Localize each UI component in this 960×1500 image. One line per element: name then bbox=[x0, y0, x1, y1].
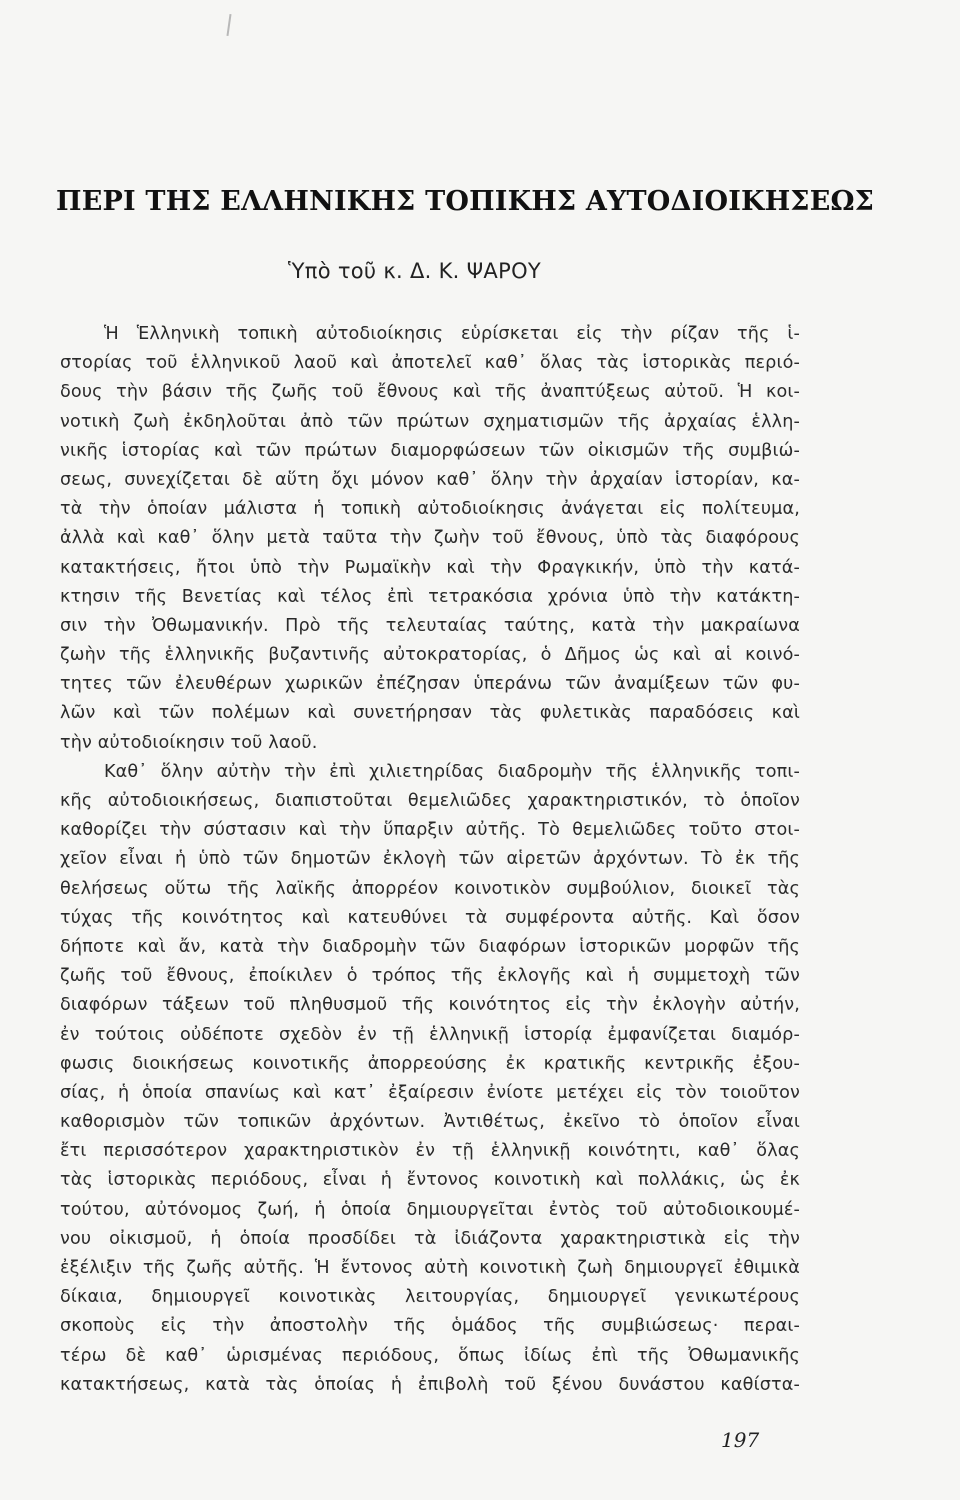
text-line: ζωῆς τοῦ ἔθνους, ἐποίκιλεν ὁ τρόπος τῆς ἐκλογῆς καὶ ἡ συμμετοχὴ τῶν bbox=[60, 966, 800, 987]
text-line: καθορίζει τὴν σύστασιν καὶ τὴν ὕπαρξιν αὐτῆς. Τὸ θεμελιῶδες τοῦτο στοι- bbox=[60, 820, 800, 841]
text-line: ἔτι περισσότερον χαρακτηριστικὸν ἐν τῇ ἑλληνικῇ κοινότητι, καθ᾽ ὅλας bbox=[60, 1141, 800, 1162]
text-line: ἐξέλιξιν τῆς ζωῆς αὐτῆς. Ἡ ἔντονος αὐτὴ κοινοτικὴ ζωὴ δημιουργεῖ ἐθιμικὰ bbox=[60, 1258, 800, 1278]
text-line: θελήσεως οὕτω τῆς λαϊκῆς ἀπορρέον κοινοτικὸν συμβούλιον, διοικεῖ τὰς bbox=[60, 878, 800, 899]
text-line: κατακτήσεως, κατὰ τὰς ὁποίας ἡ ἐπιβολὴ τοῦ ξένου δυνάστου καθίστα- bbox=[60, 1374, 800, 1395]
text-line: λῶν καὶ τῶν πολέμων καὶ συνετήρησαν τὰς φυλετικὰς παραδόσεις καὶ bbox=[60, 703, 800, 724]
text-line: στορίας τοῦ ἑλληνικοῦ λαοῦ καὶ ἀποτελεῖ καθ᾽ ὅλας τὰς ἱστορικὰς περιό- bbox=[60, 353, 800, 374]
text-line: δήποτε καὶ ἄν, κατὰ τὴν διαδρομὴν τῶν διαφόρων ἱστορικῶν μορφῶν τῆς bbox=[60, 936, 800, 957]
text-line: χεῖον εἶναι ἡ ὑπὸ τῶν δημοτῶν ἐκλογὴ τῶν αἱρετῶν ἀρχόντων. Τὸ ἐκ τῆς bbox=[60, 849, 800, 870]
text-line: τύχας τῆς κοινότητος καὶ κατευθύνει τὰ συμφέροντα αὐτῆς. Καὶ ὅσον bbox=[60, 907, 800, 928]
text-line: σκοποὺς εἰς τὴν ἀποστολὴν τῆς ὁμάδος τῆς συμβιώσεως· περαι- bbox=[60, 1316, 800, 1337]
scan-mark bbox=[226, 14, 231, 36]
text-line: τέρω δὲ καθ᾽ ὡρισμένας περιόδους, ὅπως ἰδίως ἐπὶ τῆς Ὀθωμανικῆς bbox=[60, 1345, 800, 1366]
text-line: κατακτήσεις, ἤτοι ὑπὸ τὴν Ρωμαϊκὴν καὶ τὴν Φραγκικήν, ὑπὸ τὴν κατά- bbox=[60, 557, 800, 578]
text-line: ἐν τούτοις οὐδέποτε σχεδὸν ἐν τῇ ἑλληνικῇ ἱστορίᾳ ἐμφανίζεται διαμόρ- bbox=[60, 1024, 800, 1045]
text-line: δίκαια, δημιουργεῖ κοινοτικὰς λειτουργίας, δημιουργεῖ γενικωτέρους bbox=[60, 1287, 800, 1308]
text-line: κτησιν τῆς Βενετίας καὶ τέλος ἐπὶ τετρακόσια χρόνια ὑπὸ τὴν κατάκτη- bbox=[60, 586, 800, 607]
text-line: καθορισμὸν τῶν τοπικῶν ἀρχόντων. Ἀντιθέτως, ἐκεῖνο τὸ ὁποῖον εἶναι bbox=[60, 1112, 800, 1133]
text-line: δους τὴν βάσιν τῆς ζωῆς τοῦ ἔθνους καὶ τῆς ἀναπτύξεως αὐτοῦ. Ἡ κοι- bbox=[60, 382, 800, 403]
text-line: σίας, ἡ ὁποία σπανίως καὶ κατ᾽ ἐξαίρεσιν ἐνίοτε μετέχει εἰς τὸν τοιοῦτον bbox=[60, 1082, 800, 1103]
text-line: τούτου, αὐτόνομος ζωή, ἡ ὁποία δημιουργεῖται ἐντὸς τοῦ αὐτοδιοικουμέ- bbox=[60, 1199, 800, 1220]
text-line: ἀλλὰ καὶ καθ᾽ ὅλην μετὰ ταῦτα τὴν ζωὴν τοῦ ἔθνους, ὑπὸ τὰς διαφόρους bbox=[60, 528, 800, 549]
text-line: νοτικὴ ζωὴ ἐκδηλοῦται ἀπὸ τῶν πρώτων σχηματισμῶν τῆς ἀρχαίας ἑλλη- bbox=[60, 411, 800, 432]
text-line: τὴν αὐτοδιοίκησιν τοῦ λαοῦ. bbox=[60, 732, 318, 753]
text-line: Ἡ Ἑλληνικὴ τοπικὴ αὐτοδιοίκησις εὑρίσκεται εἰς τὴν ρίζαν τῆς ἱ- bbox=[104, 324, 800, 344]
text-line: νου οἰκισμοῦ, ἡ ὁποία προσδίδει τὰ ἰδιάζοντα χαρακτηριστικὰ εἰς τὴν bbox=[60, 1228, 800, 1249]
text-line: φωσις διοικήσεως κοινοτικῆς ἀπορρεούσης ἐκ κρατικῆς κεντρικῆς ἐξου- bbox=[60, 1053, 800, 1074]
text-line: Καθ᾽ ὅλην αὐτὴν τὴν ἐπὶ χιλιετηρίδας διαδρομὴν τῆς ἑλληνικῆς τοπι- bbox=[104, 761, 800, 782]
text-line: νικῆς ἱστορίας καὶ τῶν πρώτων διαμορφώσεων τῶν οἰκισμῶν τῆς συμβιώ- bbox=[60, 440, 800, 461]
text-line: τὰ τὴν ὁποίαν μάλιστα ἡ τοπικὴ αὐτοδιοίκησις ἀνάγεται εἰς πολίτευμα, bbox=[60, 499, 800, 520]
text-line: τὰς ἱστορικὰς περιόδους, εἶναι ἡ ἔντονος κοινοτικὴ καὶ πολλάκις, ὡς ἐκ bbox=[60, 1170, 800, 1191]
author-byline: Ὑπὸ τοῦ κ. Δ. Κ. ΨΑΡΟΥ bbox=[288, 259, 542, 283]
text-line: σεως, συνεχίζεται δὲ αὕτη ὄχι μόνον καθ᾽ ὅλην τὴν ἀρχαίαν ἱστορίαν, κα- bbox=[60, 469, 800, 490]
text-line: τητες τῶν ἐλευθέρων χωρικῶν ἐπέζησαν ὑπεράνω τῶν ἀναμίξεων τῶν φυ- bbox=[60, 674, 800, 695]
text-line: σιν τὴν Ὀθωμανικήν. Πρὸ τῆς τελευταίας ταύτης, κατὰ τὴν μακραίωνα bbox=[60, 615, 800, 636]
article-title: ΠΕΡΙ ΤΗΣ ΕΛΛΗΝΙΚΗΣ ΤΟΠΙΚΗΣ ΑΥΤΟΔΙΟΙΚΗΣΕΩΣ bbox=[56, 186, 875, 217]
text-line: κῆς αὐτοδιοικήσεως, διαπιστοῦται θεμελιῶδες χαρακτηριστικόν, τὸ ὁποῖον bbox=[60, 791, 800, 811]
article-body bbox=[60, 320, 800, 1400]
text-line: ζωὴν τῆς ἑλληνικῆς βυζαντινῆς αὐτοκρατορίας, ὁ Δῆμος ὡς καὶ αἱ κοινό- bbox=[60, 645, 800, 666]
page-number: 197 bbox=[721, 1428, 760, 1452]
text-line: διαφόρων τάξεων τοῦ πληθυσμοῦ τῆς κοινότητος εἰς τὴν ἐκλογὴν αὐτήν, bbox=[60, 995, 800, 1016]
